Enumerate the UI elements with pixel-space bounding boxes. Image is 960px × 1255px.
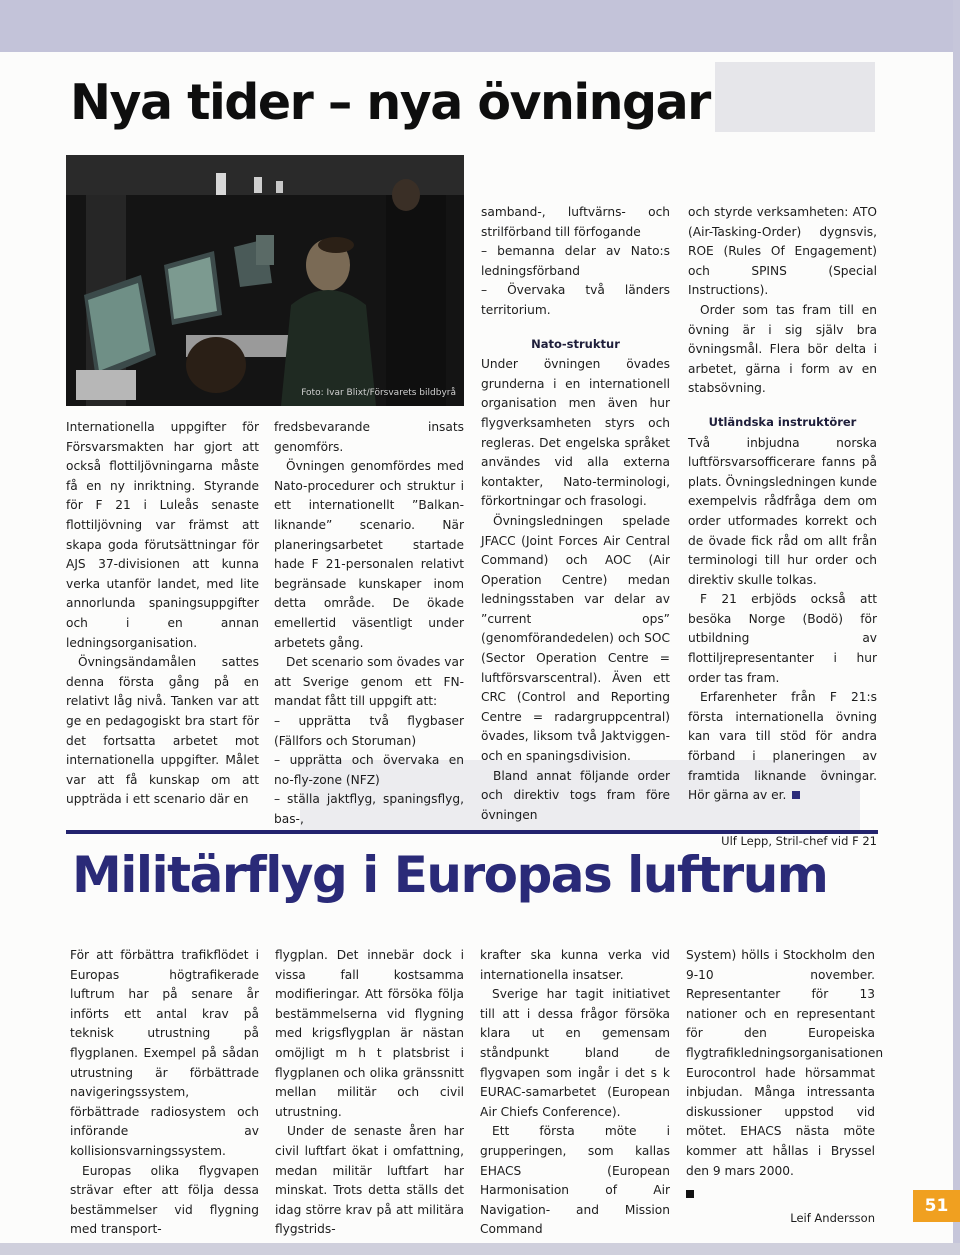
paragraph: För att förbättra trafikflödet i Europas högtrafikerade luftrum har på senare år införts ett antal krav på teknisk utrustning på flygplanen. Exempel på sådan utrustning är förbättrade navigeringssystem, förbättrade radiosystem och införande av kollisionsvarningssystem. <box>70 948 259 1158</box>
paragraph: Under övningen övades grunderna i en internationell organisation men även hur flygverksamheten styrs och regleras. Det engelska språket användes vid alla externa kontakter, Nato-terminologi, förkortningar och frasologi. <box>481 357 670 509</box>
paragraph: F 21 erbjöds också att besöka Norge (Bodö) för utbildning av flottiljrepresentanter i hur order tas fram. <box>688 592 877 685</box>
top-color-band <box>0 0 960 52</box>
page-number: 51 <box>913 1190 960 1222</box>
section-divider-rule <box>66 830 878 834</box>
paragraph: Det scenario som övades var att Sverige genom ett FN-mandat fått till uppgift att: <box>274 655 464 709</box>
article2-column-3 <box>480 946 670 1240</box>
subheading-nato-struktur: Nato-struktur <box>531 336 620 351</box>
paragraph: fredsbevarande insats genomförs. <box>274 420 464 454</box>
paragraph: Under de senaste åren har civil luftfart ökat i omfattning, medan militär luftfart har minskat. Trots detta ställs det idag större krav på att militära flygstrids- <box>275 1124 464 1237</box>
article2-column-1 <box>70 946 259 1240</box>
end-of-article-square-icon <box>686 1190 694 1198</box>
article1-headline: Nya tider – nya övningar <box>70 74 710 131</box>
paragraph: Ett första möte i grupperingen, som kallas EHACS (European Harmonisation of Air Navigation- and Mission Command <box>480 1124 670 1237</box>
article2-column-2 <box>275 946 464 1240</box>
right-edge-strip <box>953 0 960 1255</box>
paragraph: Övningsledningen spelade JFACC (Joint Forces Air Central Command) och AOC (Air Operation Centre) medan ledningsstaben var delar av ”current ops” (genomförandedelen) och SOC (Sector Operation Centre = luftförsvarscentral). Även ett CRC (Control and Reporting Centre = radargruppcentral) övades, liksom två Jaktviggen- och en spaningsdivision. <box>481 513 670 764</box>
show-through-ghost <box>715 62 875 132</box>
article1-byline: Ulf Lepp, Stril-chef vid F 21 <box>721 833 877 848</box>
paragraph <box>688 688 877 806</box>
photo-illustration <box>66 155 464 406</box>
list-item: – upprätta och övervaka en no-fly-zone (NFZ) <box>274 753 464 787</box>
list-item: – ställa jaktflyg, spaningsflyg, bas-, <box>274 792 464 826</box>
paragraph: System) hölls i Stockholm den 9-10 november. Representanter för 13 nationer och en representant för den Europeiska flygtrafikledningsorganisationen Eurocontrol hade hörsammat inbjudan. Många intressanta diskussioner uppstod vid mötet. EHACS nästa möte kommer att hållas i Bryssel den 9 mars 2000. <box>686 948 884 1178</box>
article1-column-3 <box>481 203 670 825</box>
article1-column-4 <box>688 203 877 851</box>
article2-column-4 <box>686 946 884 1228</box>
paragraph: Order som tas fram till en övning är i sig själv bra övningsmål. Flera bör delta i arbetet, gärna i form av en stabsövning. <box>688 302 877 396</box>
paragraph: Övningen genomfördes med Nato-procedurer och struktur i ett internationellt ”Balkan-liknande” scenario. När planeringsarbetet startade hade F 21-personalen relativt begränsade kunskaper inom detta område. De ökade emellertid väsentligt under arbetets gång. <box>274 459 464 650</box>
paragraph: Sverige har tagit initiativet till att i dessa frågor försöka klara ut en gemensam ståndpunkt bland de flygvapen som ingår i det s k EURAC-samarbetet (European Air Chiefs Conference). <box>480 987 670 1119</box>
article2-byline: Leif Andersson <box>790 1210 875 1225</box>
paragraph: Två inbjudna norska luftförsvarsofficerare fanns på plats. Övningsledningen kunde exempelvis rådfråga dem om order utformades korrekt och de övade fick råd om allt från terminologi till hur order och direktiv skulle tolkas. <box>688 435 877 587</box>
paragraph: flygplan. Det innebär dock i vissa fall kostsamma modifieringar. Att försöka följa bestämmelserna vid flygning med krigsflygplan är nästan omöjligt m h t platsbrist i flygplanen och olika gränssnitt mellan militär och civil utrustning. <box>275 948 464 1119</box>
paragraph: Europas olika flygvapen strävar efter att följa dessa bestämmelser vid flygning med transport- <box>70 1163 259 1237</box>
paragraph: Övningsändamålen sattes denna första gång på en relativt låg nivå. Tanken var att ge en pedagogiskt bra start för det fortsatta arbetet mot internationella uppgifter. Målet var att få kunskap om att uppträda i ett scenario där en <box>66 655 259 807</box>
list-item: – bemanna delar av Nato:s ledningsförband <box>481 244 670 278</box>
list-item: – Övervaka två länders territorium. <box>481 283 670 317</box>
end-of-article-square-icon <box>792 791 800 799</box>
photo-credit: Foto: Ivar Blixt/Försvarets bildbyrå <box>301 388 456 398</box>
article1-column-1 <box>66 418 259 810</box>
paragraph: och styrde verksamheten: ATO (Air-Tasking-Order) dygnsvis, ROE (Rules Of Engagement) och SPINS (Special Instructions). <box>688 205 877 298</box>
end-mark-line <box>686 1185 875 1205</box>
article2-headline: Militärflyg i Europas luftrum <box>72 846 828 904</box>
list-item: – upprätta två flygbaser (Fällfors och Storuman) <box>274 713 464 748</box>
paragraph: Bland annat följande order och direktiv togs fram före övningen <box>481 768 670 822</box>
article1-column-2 <box>274 418 464 829</box>
paragraph: krafter ska kunna verka vid internationella insatser. <box>480 948 670 982</box>
bottom-edge-strip <box>0 1243 960 1255</box>
list-item: samband-, luftvärns- och strilförband till förfogande <box>481 205 670 239</box>
control-room-photo <box>66 155 464 406</box>
paragraph: Internationella uppgifter för Försvarsmakten har gjort att också flottiljövningarna måste få en ny inriktning. Styrande för F 21 i Luleås senaste flottiljövning var främst att skapa goda förutsättningar för AJS 37-divisionen att kunna verka utanför landet, med lite annorlunda spaningsuppgifter och i en annan ledningsorganisation. <box>66 420 259 650</box>
paragraph-text: Erfarenheter från F 21:s första internationella övning kan vara till stöd för andra förband i planeringen av framtida liknande övningar. Hör gärna av er. <box>688 690 877 803</box>
subheading-utlandska-instruktorer: Utländska instruktörer <box>708 414 857 429</box>
